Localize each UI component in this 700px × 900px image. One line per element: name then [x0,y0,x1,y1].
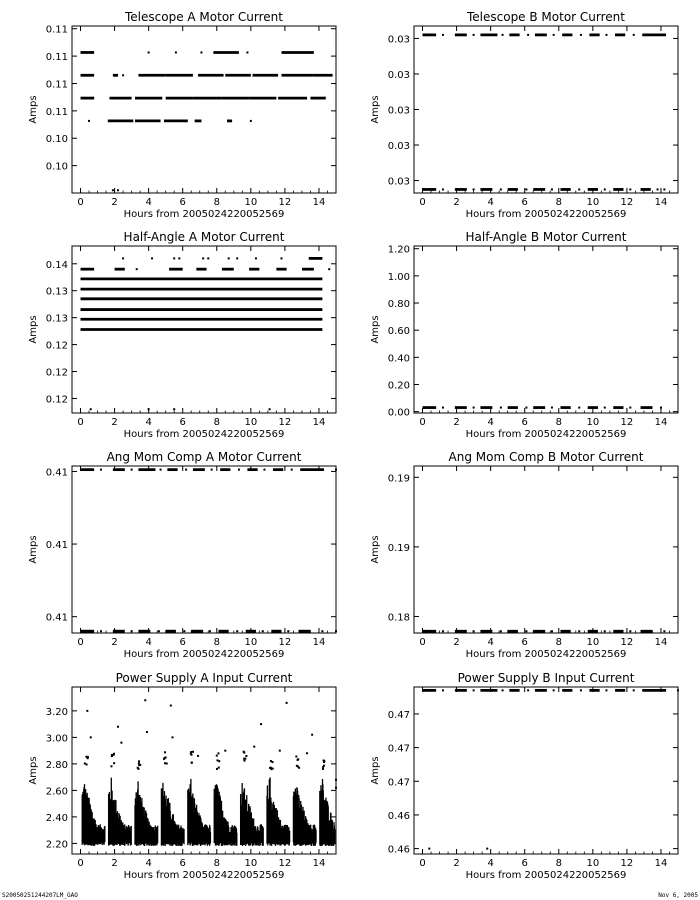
x-tick-label: 14 [654,637,668,648]
data-point [486,848,488,850]
x-tick-label: 10 [586,637,600,648]
data-point [255,257,257,259]
data-point [253,746,255,748]
data-point [113,762,115,764]
data-point [525,188,527,190]
data-point [190,751,192,753]
x-tick-label: 8 [213,197,220,208]
x-tick-label: 8 [555,417,562,428]
y-tick-label: 0.47 [387,743,410,755]
x-tick-label: 0 [419,417,426,428]
plot-frame [414,466,678,633]
y-tick-label: 1.00 [387,271,410,283]
data-point [163,758,165,760]
data-point [122,257,124,259]
data-point [236,257,238,259]
x-tick-label: 8 [555,858,562,869]
data-point [138,762,140,764]
data-point [243,760,245,762]
data-point [473,407,475,409]
data-point [580,34,582,36]
chart-title: Ang Mom Comp A Motor Current [106,450,302,464]
chart-panel-2 [370,10,678,220]
data-point [110,765,112,767]
data-point [604,630,606,632]
x-tick-label: 10 [244,197,258,208]
data-point [224,750,226,752]
data-point [200,51,202,53]
x-tick-label: 2 [453,417,460,428]
data-point [578,630,580,632]
chart-panel-8 [370,671,679,881]
x-tick-label: 10 [586,858,600,869]
data-point [146,731,148,733]
data-point [527,34,529,36]
y-tick-label: 0.10 [45,134,68,146]
data-point [197,755,199,757]
data-point [120,742,122,744]
data-point [629,630,631,632]
y-tick-label: 0.41 [45,540,68,552]
x-axis-label: Hours from 2005024220052569 [465,429,627,440]
x-tick-label: 4 [145,637,152,648]
data-point [238,469,240,471]
chart-title: Half-Angle A Motor Current [123,230,285,244]
data-point [131,469,133,471]
data-point [629,188,631,190]
data-point [100,469,102,471]
data-point [246,51,248,53]
y-tick-label: 3.00 [45,733,68,745]
data-point [335,787,337,789]
data-point [173,257,175,259]
data-point [185,469,187,471]
data-point [171,736,173,738]
data-point [173,408,175,410]
data-point [216,768,218,770]
y-tick-label: 0.11 [45,24,68,36]
plot-frame [72,466,336,633]
data-points [81,469,337,633]
x-tick-label: 0 [419,858,426,869]
x-tick-label: 2 [111,417,118,428]
data-point [138,760,140,762]
y-tick-label: 0.12 [45,340,68,352]
data-point [117,189,119,191]
data-point [328,268,330,270]
data-point [111,754,113,756]
data-point [473,34,475,36]
data-point [286,702,288,704]
data-point [250,120,252,122]
y-tick-label: 0.47 [387,777,410,789]
y-tick-label: 2.60 [45,786,68,798]
x-tick-label: 0 [77,637,84,648]
x-tick-label: 0 [77,417,84,428]
x-tick-label: 4 [145,417,152,428]
data-point [244,758,246,760]
data-point [216,759,218,761]
data-point [323,765,325,767]
plot-frame [414,26,678,193]
data-point [604,407,606,409]
x-tick-label: 4 [487,637,494,648]
y-tick-label: 0.11 [45,106,68,118]
y-tick-label: 0.46 [387,844,410,856]
data-point [262,630,264,632]
data-point [605,34,607,36]
x-axis-label: Hours from 2005024220052569 [123,429,285,440]
data-point [270,760,272,762]
x-tick-label: 6 [521,637,528,648]
x-tick-label: 14 [654,197,668,208]
y-tick-label: 0.46 [387,810,410,822]
data-point [175,51,177,53]
data-point [322,768,324,770]
y-tick-label: 0.14 [45,259,68,271]
data-point [442,689,444,691]
data-points [423,630,666,632]
data-point [311,734,313,736]
data-point [442,188,444,190]
data-point [629,407,631,409]
data-point [245,755,247,757]
x-tick-label: 2 [453,858,460,869]
data-point [295,755,297,757]
data-point [663,630,665,632]
data-point [551,188,553,190]
data-point [202,257,204,259]
y-tick-label: 0.19 [387,542,410,554]
y-tick-label: 0.41 [45,612,68,624]
data-point [243,752,245,754]
footer-date: Nov 6, 2005 [658,892,698,899]
chart-panel-6 [370,450,678,660]
y-tick-label: 3.20 [45,706,68,718]
x-tick-label: 8 [555,637,562,648]
data-point [207,257,209,259]
x-tick-label: 14 [654,858,668,869]
data-point [473,630,475,632]
x-tick-label: 10 [244,858,258,869]
x-tick-label: 4 [487,197,494,208]
y-tick-label: 0.13 [45,313,68,325]
y-tick-label: 0.11 [45,52,68,64]
data-point [502,689,504,691]
data-point [500,630,502,632]
x-tick-label: 8 [213,417,220,428]
x-tick-label: 12 [278,197,292,208]
data-point [525,407,527,409]
data-point [527,689,529,691]
y-axis-label: Amps [370,315,381,344]
data-point [158,630,160,632]
data-point [442,630,444,632]
x-tick-label: 12 [620,197,634,208]
x-tick-label: 6 [521,197,528,208]
x-tick-label: 12 [620,637,634,648]
x-tick-label: 14 [312,858,326,869]
data-point [442,34,444,36]
data-point [291,469,293,471]
y-axis-label: Amps [370,95,381,124]
y-tick-label: 0.80 [387,299,410,311]
data-point [164,751,166,753]
data-point [323,761,325,763]
x-tick-label: 6 [179,637,186,648]
data-point [144,699,146,701]
chart-panel-4 [370,230,678,440]
data-point [502,34,504,36]
data-point [88,120,90,122]
y-tick-label: 0.20 [387,380,410,392]
y-tick-label: 0.18 [387,612,410,624]
data-point [321,630,323,632]
data-point [260,723,262,725]
x-tick-label: 8 [555,197,562,208]
data-point [90,736,92,738]
chart-panel-5 [28,450,337,660]
data-point [236,630,238,632]
x-tick-label: 14 [312,637,326,648]
x-axis-label: Hours from 2005024220052569 [465,870,627,881]
y-tick-label: 0.11 [45,79,68,91]
x-tick-label: 0 [419,637,426,648]
footer-file-id: S20050251244207LM_GAO [2,892,78,899]
y-tick-label: 2.40 [45,812,68,824]
data-point [473,188,475,190]
data-point [100,630,102,632]
data-point [335,469,337,471]
data-point [217,752,219,754]
x-tick-label: 6 [521,417,528,428]
x-tick-label: 10 [586,197,600,208]
x-tick-label: 12 [278,858,292,869]
x-tick-label: 2 [111,637,118,648]
data-point [86,710,88,712]
data-point [86,763,88,765]
data-point [151,257,153,259]
x-tick-label: 12 [620,417,634,428]
data-point [335,779,337,781]
data-point [137,767,139,769]
chart-panel-3 [28,230,336,440]
data-point [279,750,281,752]
data-points [423,34,667,191]
data-point [216,755,218,757]
x-tick-label: 12 [278,637,292,648]
data-point [164,762,166,764]
chart-title: Telescope A Motor Current [125,10,283,24]
x-tick-label: 10 [586,417,600,428]
data-point [551,407,553,409]
data-point [192,751,194,753]
data-point [183,630,185,632]
y-tick-label: 0.40 [387,353,410,365]
data-points [81,257,331,410]
x-tick-label: 6 [521,858,528,869]
data-point [633,34,635,36]
data-point [605,689,607,691]
x-tick-label: 12 [278,417,292,428]
data-point [218,760,220,762]
x-tick-label: 0 [77,197,84,208]
x-tick-label: 14 [312,197,326,208]
y-tick-label: 0.13 [45,286,68,298]
x-tick-label: 4 [145,858,152,869]
data-point [170,705,172,707]
data-point [269,408,271,410]
y-tick-label: 0.10 [45,161,68,173]
data-point [160,469,162,471]
x-tick-label: 10 [244,417,258,428]
x-tick-label: 6 [179,417,186,428]
y-tick-label: 2.20 [45,839,68,851]
data-point [551,630,553,632]
y-tick-label: 0.12 [45,394,68,406]
data-point [578,407,580,409]
chart-title: Power Supply A Input Current [115,671,293,685]
y-axis-label: Amps [370,535,381,564]
data-point [580,689,582,691]
x-tick-label: 14 [312,417,326,428]
y-axis-label: Amps [28,95,39,124]
x-tick-label: 14 [654,417,668,428]
data-points [423,689,679,849]
y-tick-label: 1.20 [387,244,410,256]
x-tick-label: 2 [453,637,460,648]
data-point [553,689,555,691]
data-point [191,762,193,764]
data-point [84,762,86,764]
y-tick-label: 0.03 [387,34,410,46]
data-points [81,51,333,191]
data-point [428,848,430,850]
chart-title: Half-Angle B Motor Current [465,230,627,244]
data-points [423,407,662,409]
x-axis-label: Hours from 2005024220052569 [465,209,627,220]
data-point [335,630,337,632]
y-tick-label: 0.03 [387,141,410,153]
data-point [500,188,502,190]
chart-panel-1 [28,10,336,220]
data-point [500,407,502,409]
data-point [473,689,475,691]
data-point [297,758,299,760]
x-tick-label: 10 [244,637,258,648]
data-point [209,630,211,632]
data-point [218,767,220,769]
x-tick-label: 2 [111,197,118,208]
data-point [90,408,92,410]
y-tick-label: 0.03 [387,105,410,117]
x-tick-label: 8 [213,858,220,869]
y-tick-label: 0.41 [45,467,68,479]
data-point [113,753,115,755]
x-axis-label: Hours from 2005024220052569 [123,870,285,881]
x-tick-label: 4 [145,197,152,208]
data-point [306,752,308,754]
chart-title: Telescope B Motor Current [466,10,626,24]
data-point [117,726,119,728]
data-point [228,257,230,259]
y-tick-label: 0.19 [387,473,410,485]
data-point [280,257,282,259]
data-point [553,34,555,36]
x-tick-label: 8 [213,637,220,648]
data-point [657,188,659,190]
chart-panel-7 [28,671,337,881]
data-point [525,630,527,632]
x-tick-label: 4 [487,858,494,869]
data-point [131,630,133,632]
y-tick-label: 2.80 [45,759,68,771]
data-point [663,188,665,190]
y-tick-label: 0.60 [387,326,410,338]
data-point [211,469,213,471]
data-point [298,767,300,769]
x-axis-label: Hours from 2005024220052569 [123,209,285,220]
plot-frame [414,246,678,413]
x-axis-label: Hours from 2005024220052569 [123,649,285,660]
data-point [604,188,606,190]
data-point [287,630,289,632]
y-tick-label: 0.47 [387,709,410,721]
data-points [82,699,337,846]
x-tick-label: 2 [111,858,118,869]
data-point [442,407,444,409]
y-tick-label: 0.00 [387,407,410,419]
data-point [136,268,138,270]
chart-title: Power Supply B Input Current [457,671,635,685]
x-tick-label: 6 [179,858,186,869]
x-tick-label: 0 [419,197,426,208]
data-point [263,469,265,471]
y-axis-label: Amps [28,535,39,564]
data-point [660,407,662,409]
data-point [269,767,271,769]
data-point [677,689,679,691]
data-point [578,188,580,190]
x-axis-label: Hours from 2005024220052569 [465,649,627,660]
plot-frame [72,26,336,193]
data-point [633,689,635,691]
x-tick-label: 6 [179,197,186,208]
y-axis-label: Amps [370,756,381,785]
x-tick-label: 4 [487,417,494,428]
y-axis-label: Amps [28,315,39,344]
x-tick-label: 12 [620,858,634,869]
data-point [148,408,150,410]
x-tick-label: 2 [453,197,460,208]
chart-title: Ang Mom Comp B Motor Current [448,450,644,464]
y-axis-label: Amps [28,756,39,785]
y-tick-label: 0.03 [387,69,410,81]
plot-frame [414,687,678,854]
y-tick-label: 0.03 [387,176,410,188]
data-point [87,756,89,758]
x-tick-label: 0 [77,858,84,869]
data-point [112,189,114,191]
data-point [122,74,124,76]
data-point [148,51,150,53]
y-tick-label: 0.12 [45,367,68,379]
data-point [178,257,180,259]
